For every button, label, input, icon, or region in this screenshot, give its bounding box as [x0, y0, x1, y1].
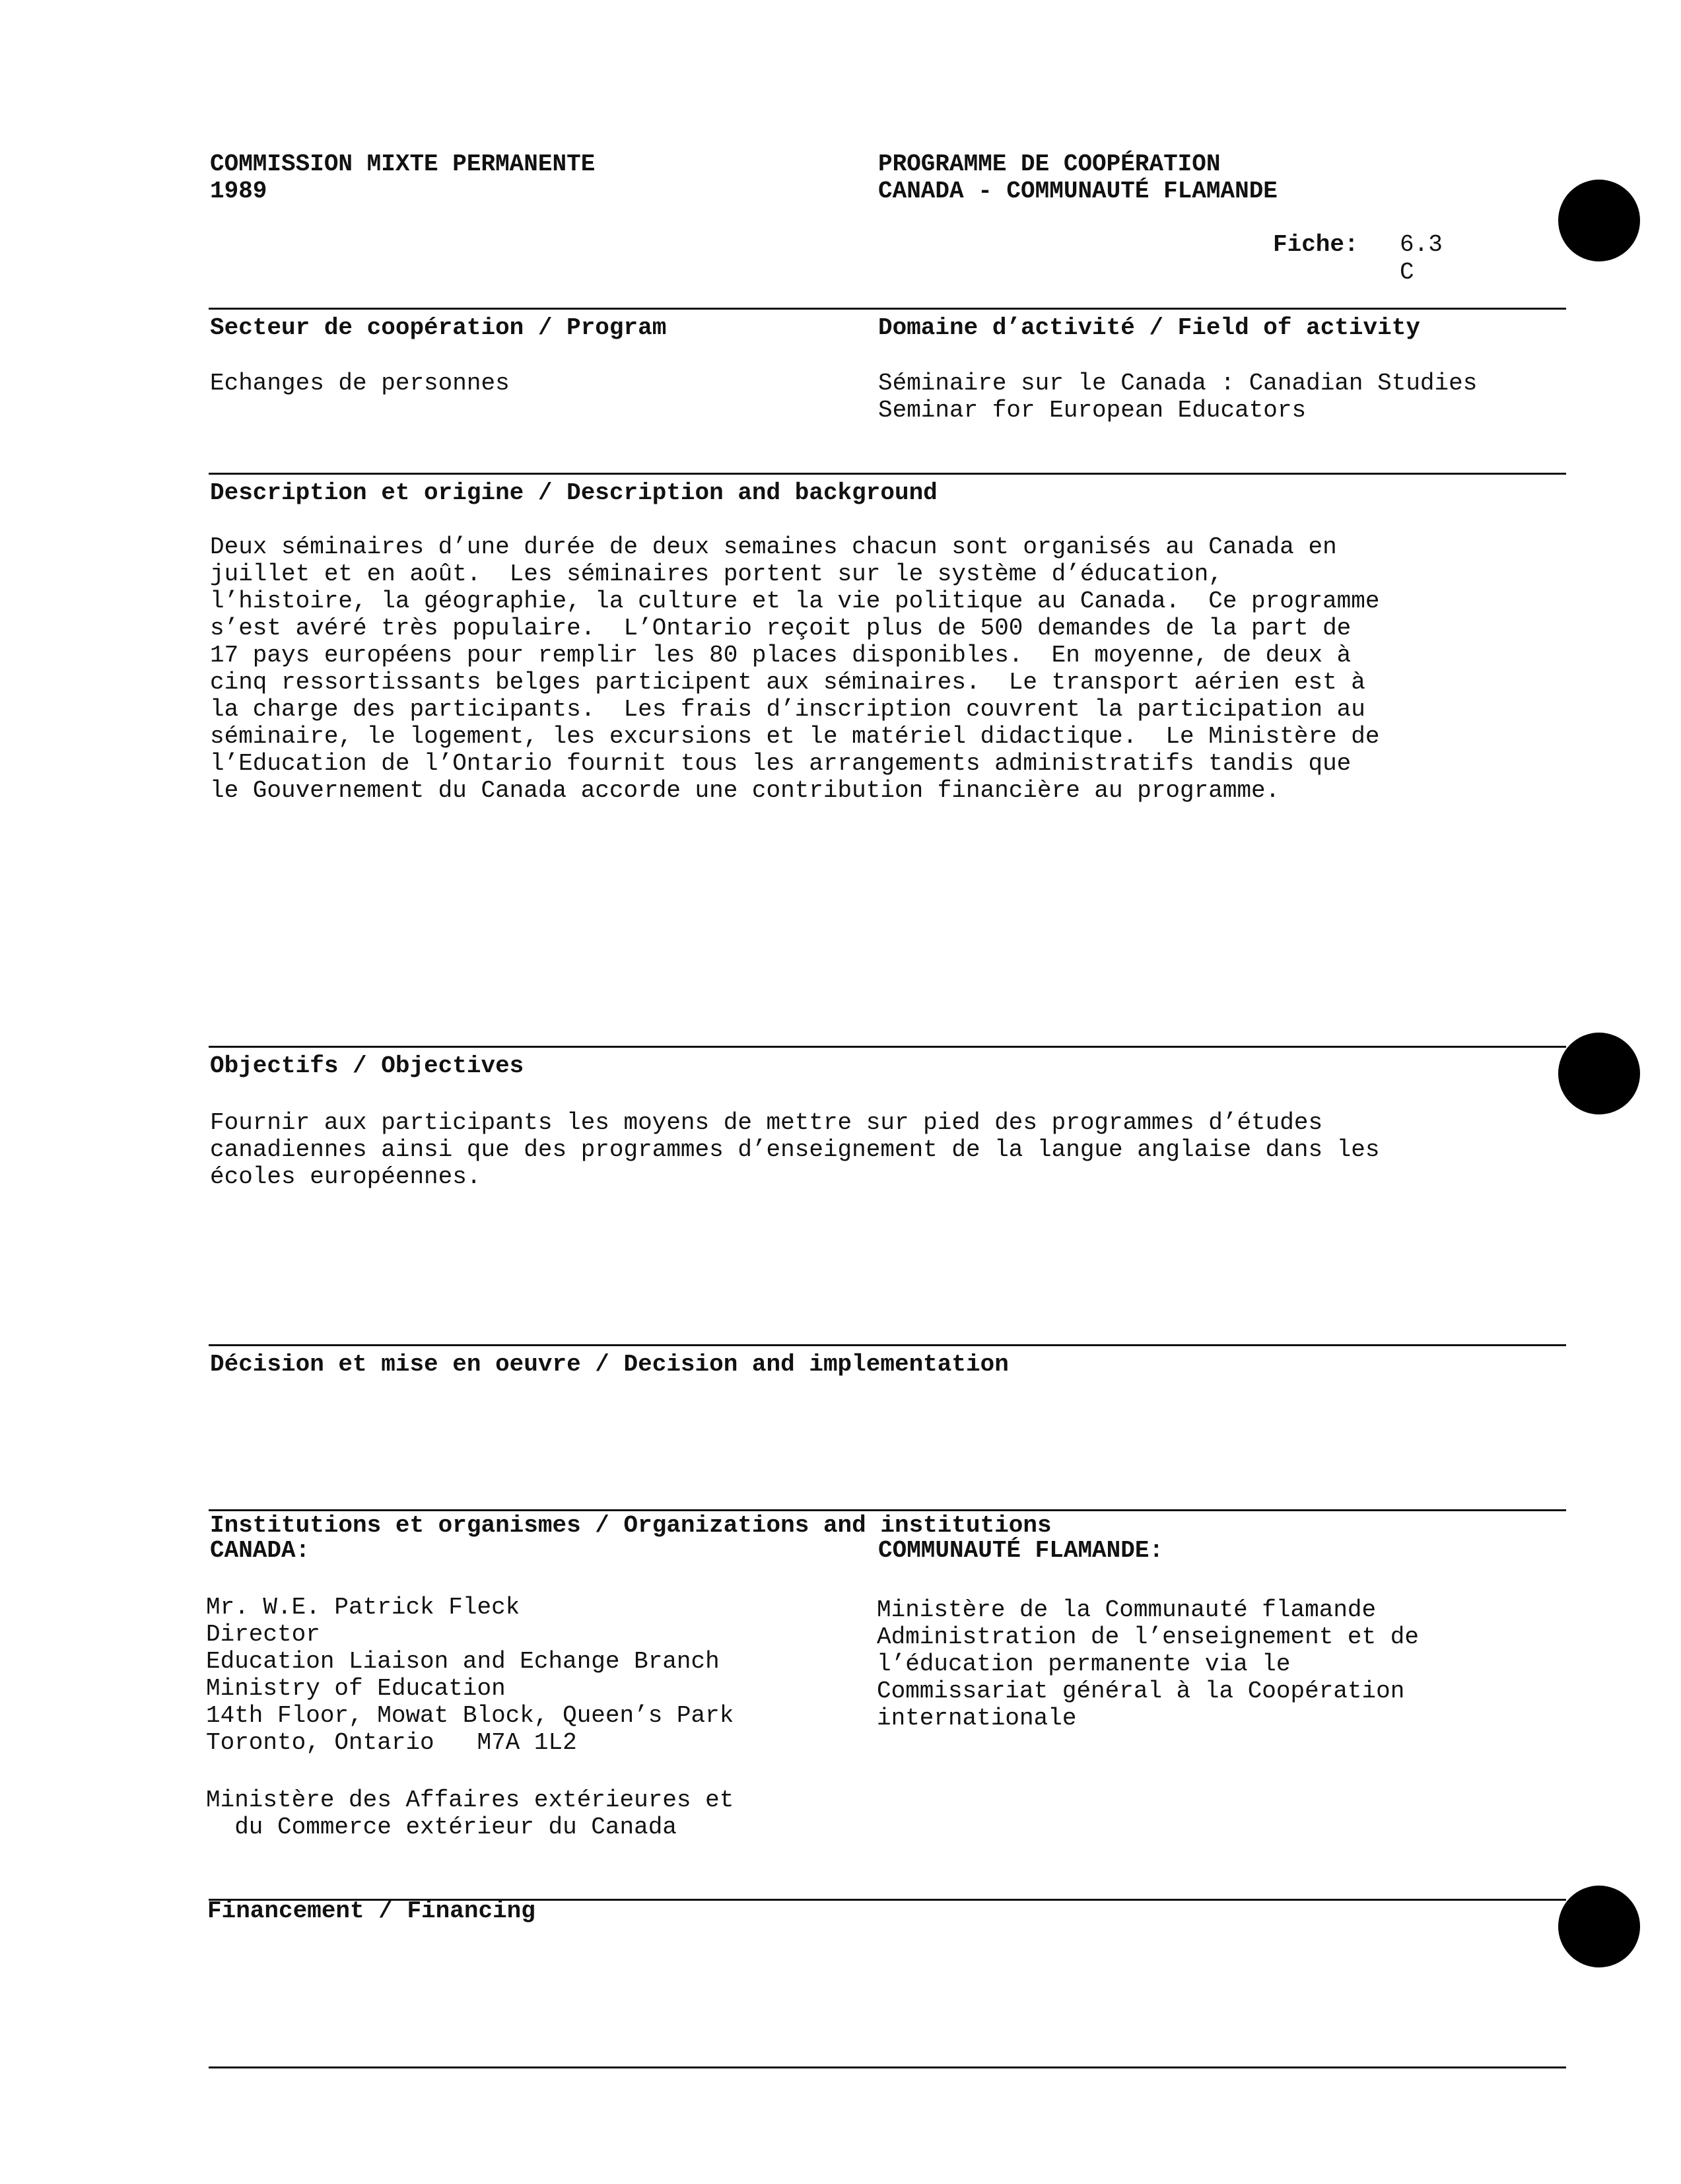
description-line: 17 pays européens pour remplir les 80 places disponibles. En moyenne, de deux à	[210, 642, 1352, 669]
fiche-number: 6.3	[1400, 231, 1443, 258]
description-line: cinq ressortissants belges participent aux séminaires. Le transport aérien est à	[210, 669, 1365, 696]
description-line: Deux séminaires d’une durée de deux semaines chacun sont organisés au Canada en	[210, 533, 1337, 561]
header-partners: CANADA - COMMUNAUTÉ FLAMANDE	[878, 178, 1278, 205]
divider-4	[209, 1344, 1566, 1346]
canada-label: CANADA:	[210, 1537, 310, 1564]
punch-hole-top	[1558, 180, 1640, 261]
decision-heading: Décision et mise en oeuvre / Decision and implementation	[210, 1351, 1009, 1378]
punch-hole-bottom	[1558, 1886, 1640, 1967]
canada-ministry-line: Ministère des Affaires extérieures et	[206, 1787, 734, 1814]
header-right	[878, 151, 1278, 205]
header-programme: PROGRAMME DE COOPÉRATION	[878, 151, 1221, 178]
description-line: la charge des participants. Les frais d’inscription couvrent la participation au	[210, 696, 1365, 723]
canada-address	[206, 1594, 734, 1756]
canada-ministry-line: du Commerce extérieur du Canada	[206, 1814, 677, 1841]
description-line: l’Education de l’Ontario fournit tous les arrangements administratifs tandis que	[210, 750, 1352, 777]
flemish-line: Ministère de la Communauté flamande	[877, 1596, 1377, 1623]
description-line: l’histoire, la géographie, la culture et la vie politique au Canada. Ce programme	[210, 588, 1380, 615]
flemish-address	[877, 1596, 1419, 1732]
financing-heading: Financement / Financing	[207, 1897, 535, 1925]
punch-hole-middle	[1558, 1033, 1640, 1114]
flemish-line: l’éducation permanente via le	[877, 1651, 1291, 1678]
divider-2	[209, 473, 1566, 475]
field-value	[878, 370, 1477, 424]
header-commission: COMMISSION MIXTE PERMANENTE	[210, 151, 596, 178]
flemish-line: Administration de l’enseignement et de	[877, 1623, 1419, 1651]
divider-3	[209, 1046, 1566, 1048]
description-body	[210, 533, 1380, 804]
description-line: s’est avéré très populaire. L’Ontario reçoit plus de 500 demandes de la part de	[210, 615, 1352, 642]
canada-line: Toronto, Ontario M7A 1L2	[206, 1729, 577, 1756]
sector-heading: Secteur de coopération / Program	[210, 314, 667, 341]
divider-5	[209, 1509, 1566, 1511]
field-line: Seminar for European Educators	[878, 397, 1307, 424]
fiche-letter: C	[1400, 259, 1414, 286]
canada-line: Mr. W.E. Patrick Fleck	[206, 1594, 520, 1621]
sector-value: Echanges de personnes	[210, 370, 510, 397]
divider-1	[209, 308, 1566, 310]
fiche-label: Fiche:	[1273, 231, 1359, 258]
field-line: Séminaire sur le Canada : Canadian Studies	[878, 370, 1478, 397]
flemish-line: Commissariat général à la Coopération	[877, 1678, 1405, 1705]
description-line: le Gouvernement du Canada accorde une contribution financière au programme.	[210, 777, 1280, 804]
flemish-label: COMMUNAUTÉ FLAMANDE:	[878, 1537, 1164, 1564]
objectives-heading: Objectifs / Objectives	[210, 1052, 524, 1079]
objectives-body	[210, 1109, 1380, 1190]
institutions-heading: Institutions et organismes / Organizations and institutions	[210, 1512, 1052, 1539]
canada-ministry	[206, 1787, 734, 1841]
canada-line: Ministry of Education	[206, 1675, 506, 1702]
objectives-line: Fournir aux participants les moyens de mettre sur pied des programmes d’études	[210, 1109, 1323, 1136]
description-heading: Description et origine / Description and background	[210, 479, 938, 506]
objectives-line: canadiennes ainsi que des programmes d’enseignement de la langue anglaise dans les	[210, 1136, 1380, 1163]
canada-line: Education Liaison and Echange Branch	[206, 1648, 720, 1675]
canada-line: 14th Floor, Mowat Block, Queen’s Park	[206, 1702, 734, 1729]
objectives-line: écoles européennes.	[210, 1163, 481, 1190]
description-line: juillet et en août. Les séminaires portent sur le système d’éducation,	[210, 561, 1223, 588]
canada-line: Director	[206, 1621, 320, 1648]
divider-7	[209, 2066, 1566, 2068]
header-left	[210, 151, 595, 205]
description-line: séminaire, le logement, les excursions et le matériel didactique. Le Ministère de	[210, 723, 1380, 750]
field-heading: Domaine d’activité / Field of activity	[878, 314, 1420, 341]
flemish-line: internationale	[877, 1705, 1077, 1732]
header-year: 1989	[210, 178, 267, 205]
